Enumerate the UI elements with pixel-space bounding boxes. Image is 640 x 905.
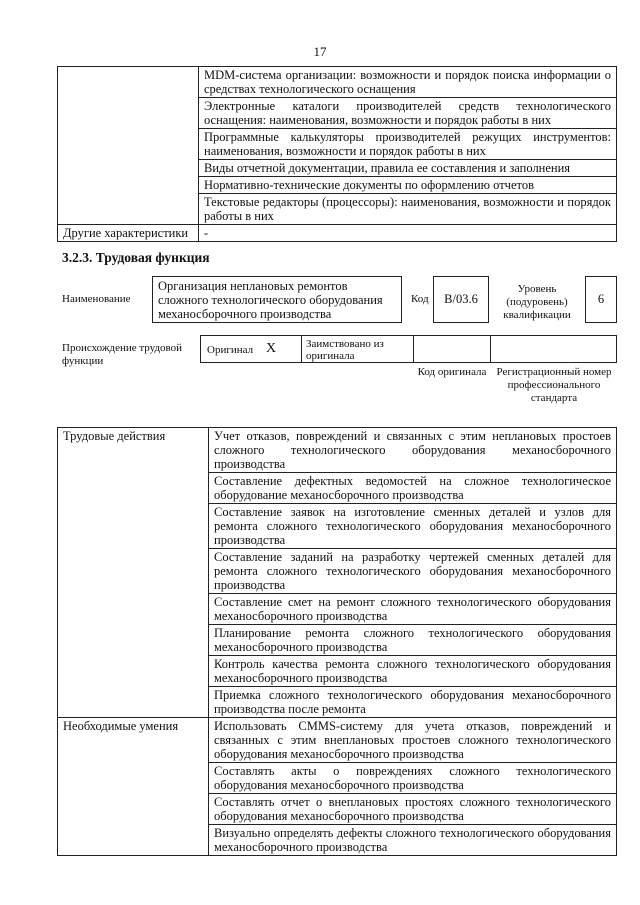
table-row bbox=[58, 67, 617, 98]
code-label: Код bbox=[411, 293, 429, 305]
labor-action-item: Планирование ремонта сложного технологического оборудования механосборочного производства bbox=[209, 625, 617, 656]
table-row bbox=[58, 428, 617, 473]
qualification-level-label: Уровень (подуровень) квалификации bbox=[503, 283, 571, 321]
skill-item: Составлять акты о повреждениях сложного технологического оборудования механосборочного производства bbox=[209, 763, 617, 794]
skills-label: Необходимые умения bbox=[58, 718, 209, 856]
knowledge-item: Виды отчетной документации, правила ее составления и заполнения bbox=[199, 160, 617, 177]
labor-action-item: Приемка сложного технологического оборудования механосборочного производства после ремонта bbox=[209, 687, 617, 718]
name-value: Организация неплановых ремонтов сложного технологического оборудования механосборочного производства bbox=[152, 276, 402, 323]
labor-action-item: Составление заявок на изготовление сменных деталей и узлов для ремонта сложного технологического оборудования механосборочного производства bbox=[209, 504, 617, 549]
code-value: B/03.6 bbox=[433, 276, 489, 323]
other-characteristics-label: Другие характеристики bbox=[58, 225, 199, 242]
original-cell bbox=[200, 335, 302, 363]
section-heading: 3.2.3. Трудовая функция bbox=[62, 250, 210, 265]
table-row bbox=[58, 225, 617, 242]
knowledge-item: Нормативно-технические документы по оформлению отчетов bbox=[199, 177, 617, 194]
name-label: Наименование bbox=[62, 293, 131, 305]
function-details-table bbox=[57, 427, 617, 856]
other-characteristics-value: - bbox=[199, 225, 617, 242]
registration-number-cell bbox=[490, 335, 617, 363]
empty-label-cell bbox=[58, 67, 199, 225]
skill-item: Использовать CMMS-систему для учета отказов, повреждений и связанных с этим внеплановых простоев сложного технологического оборудования механосборочного производства bbox=[209, 718, 617, 763]
knowledge-item: Электронные каталоги производителей средств технологического оснащения: наименования, возможности и порядок работы в них bbox=[199, 98, 617, 129]
labor-action-item: Составление заданий на разработку чертежей сменных деталей для ремонта сложного технологического оборудования механосборочного производства bbox=[209, 549, 617, 594]
labor-action-item: Контроль качества ремонта сложного технологического оборудования механосборочного производства bbox=[209, 656, 617, 687]
knowledge-item: MDM-система организации: возможности и порядок поиска информации о средствах технологического оснащения bbox=[199, 67, 617, 98]
table-row bbox=[58, 718, 617, 763]
labor-actions-label: Трудовые действия bbox=[58, 428, 209, 718]
labor-action-item: Учет отказов, повреждений и связанных с этим неплановых простоев сложного технологического оборудования механосборочного производства bbox=[209, 428, 617, 473]
page-number: 17 bbox=[313, 44, 327, 59]
labor-action-item: Составление дефектных ведомостей на сложное технологическое оборудование механосборочного производства bbox=[209, 473, 617, 504]
skill-item: Составлять отчет о внеплановых простоях сложного технологического оборудования механосборочного производства bbox=[209, 794, 617, 825]
knowledge-item: Текстовые редакторы (процессоры): наименования, возможности и порядок работы в них bbox=[199, 194, 617, 225]
borrowed-cell: Заимствовано из оригинала bbox=[301, 335, 414, 363]
skill-item: Визуально определять дефекты сложного технологического оборудования механосборочного производства bbox=[209, 825, 617, 856]
knowledge-table bbox=[57, 66, 617, 242]
knowledge-item: Программные калькуляторы производителей режущих инструментов: наименования, возможности и порядок работы в них bbox=[199, 129, 617, 160]
origin-label: Происхождение трудовой функции bbox=[62, 342, 183, 367]
original-code-caption: Код оригинала bbox=[417, 366, 487, 378]
labor-action-item: Составление смет на ремонт сложного технологического оборудования механосборочного производства bbox=[209, 594, 617, 625]
original-label: Оригинал bbox=[207, 344, 254, 356]
original-code-cell bbox=[413, 335, 491, 363]
original-mark: X bbox=[266, 341, 277, 356]
registration-number-caption: Регистрационный номер профессионального стандарта bbox=[496, 366, 612, 404]
qualification-level-value: 6 bbox=[585, 276, 617, 323]
